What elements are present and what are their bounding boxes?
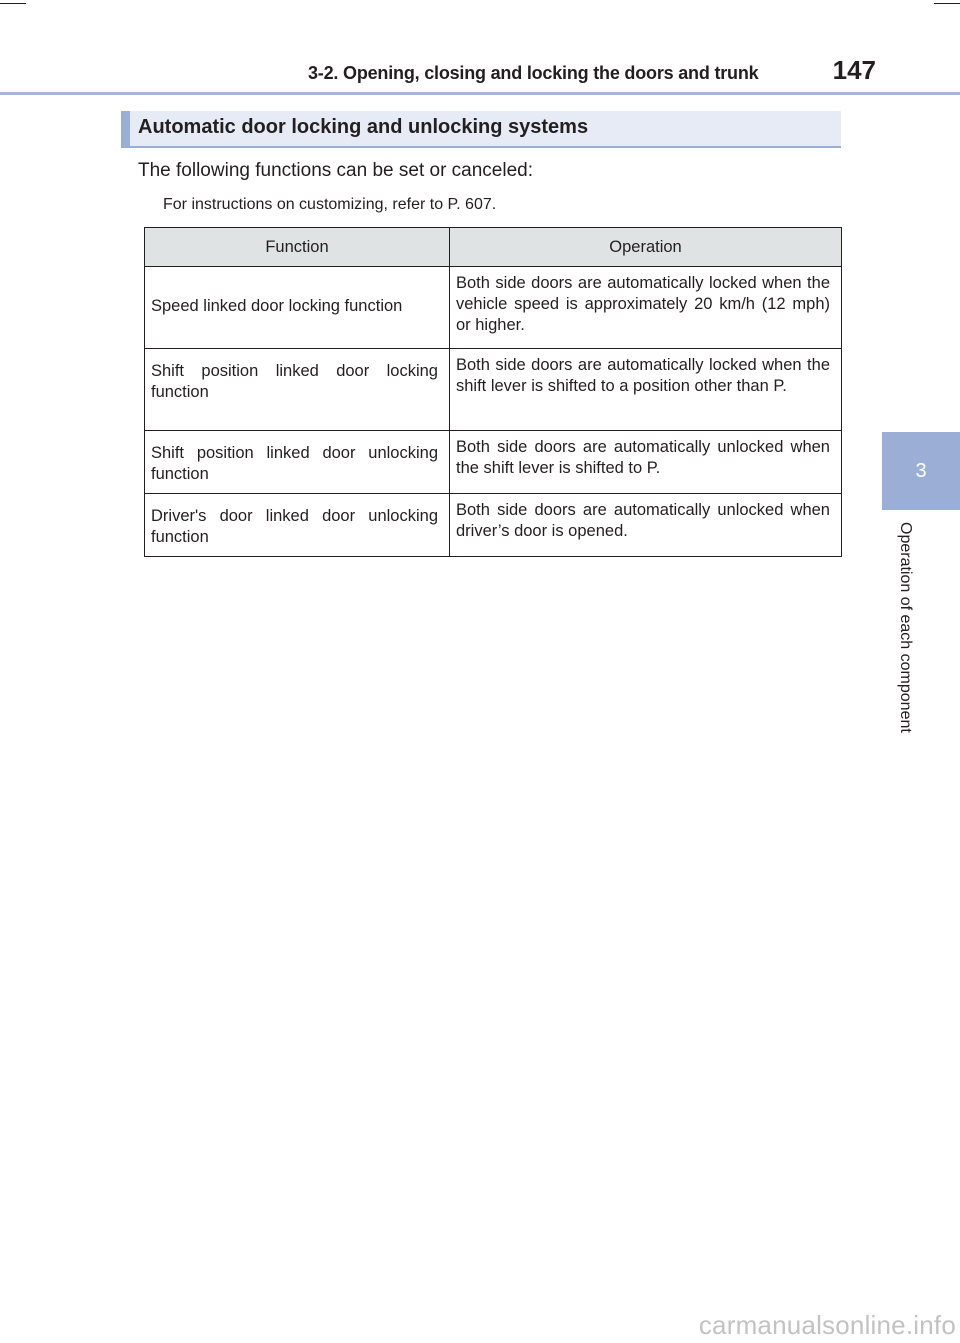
table-row — [145, 494, 842, 557]
running-header-title: 3-2. Opening, closing and locking the doors and trunk — [308, 63, 759, 83]
page-number: 147 — [832, 55, 876, 85]
table-row — [145, 349, 842, 431]
watermark: carmanualsonline.info — [698, 1310, 956, 1340]
function-table — [144, 227, 842, 557]
function-cell: Shift position linked door unlocking function — [145, 431, 450, 494]
operation-cell: Both side doors are automatically locked when the shift lever is shifted to a position other than P. — [450, 349, 842, 431]
function-cell: Shift position linked door locking function — [145, 349, 450, 431]
crop-mark-top-right — [934, 3, 960, 4]
chapter-tab — [882, 432, 960, 510]
function-cell: Speed linked door locking function — [145, 267, 450, 349]
header-operation: Operation — [450, 228, 842, 267]
chapter-title-vertical: Operation of each component — [897, 522, 914, 733]
chapter-number: 3 — [915, 459, 927, 482]
table-header-row — [145, 228, 842, 267]
customizing-note: For instructions on customizing, refer to P. 607. — [163, 196, 497, 213]
header-rule — [0, 92, 960, 95]
operation-cell: Both side doors are automatically unlocked when driver’s door is opened. — [450, 494, 842, 557]
section-title: Automatic door locking and unlocking systems — [121, 111, 841, 148]
table-row — [145, 267, 842, 349]
intro-text: The following functions can be set or canceled: — [138, 160, 534, 181]
function-cell: Driver's door linked door unlocking function — [145, 494, 450, 557]
table-row — [145, 431, 842, 494]
operation-cell: Both side doors are automatically locked when the vehicle speed is approximately 20 km/h (12 mph) or higher. — [450, 267, 842, 349]
operation-cell: Both side doors are automatically unlocked when the shift lever is shifted to P. — [450, 431, 842, 494]
header-function: Function — [145, 228, 450, 267]
crop-mark-top-left — [0, 3, 26, 4]
